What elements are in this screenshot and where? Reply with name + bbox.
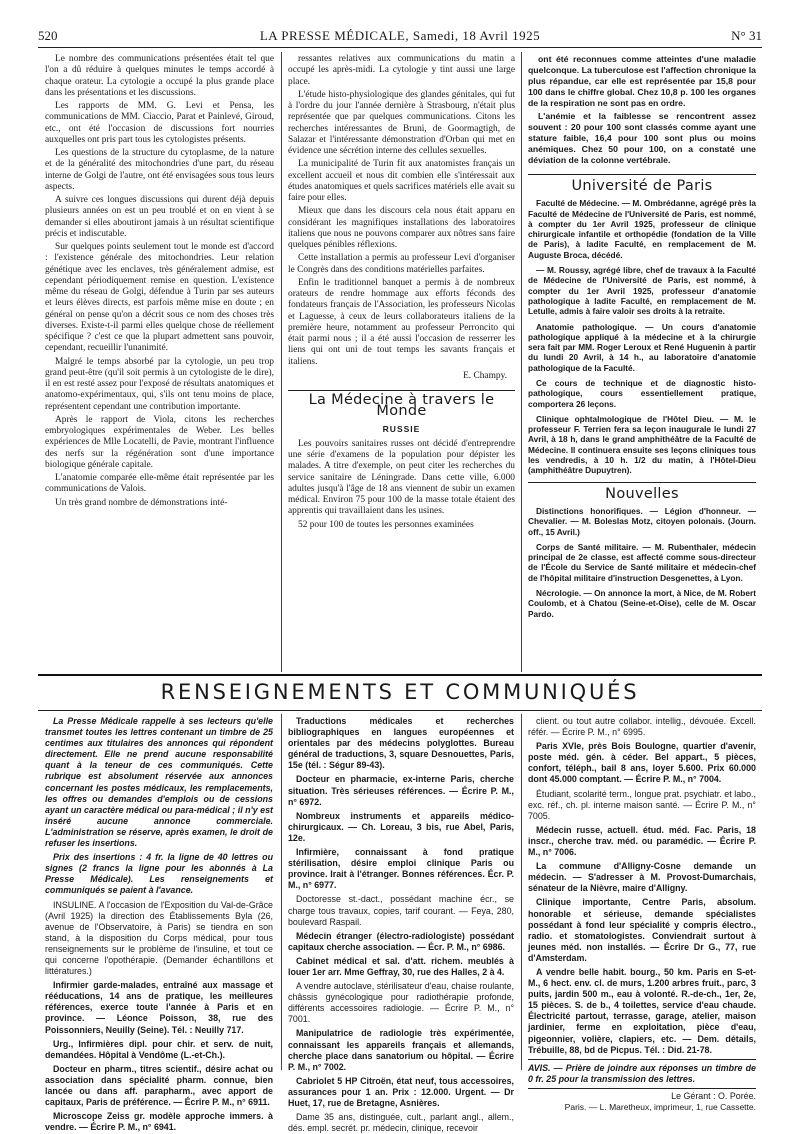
- column-divider: [281, 52, 282, 672]
- page-header: [38, 28, 762, 48]
- classified-ad: INSULINE. A l'occasion de l'Exposition du Val-de-Grâce (Avril 1925) la direction des Établissements Byla (26, avenue de l'Observatoire, à Paris) se tiendra en son stand, à la disposition du Corps médical, pour tous renseignements sur le problème de l'insuline, et tout ce qui concerne l'opothérapie. (Demander échantillons et littératures.): [45, 899, 273, 977]
- classified-ad: Clinique importante, Centre Paris, absolum. honorable et sérieuse, demande spécialistes possédant à fond leur spécialité y compris électro., radio. et stomatologistes. Conviendrait surtout à jeunes méd. non installés. — Écrire Dr G., 77, rue d'Amsterdam.: [528, 897, 756, 963]
- author-signature: E. Champy.: [463, 370, 507, 381]
- section-rule-thick: [38, 674, 762, 676]
- header-rule: [38, 47, 762, 48]
- paragraph: Après le rapport de Viola, citons les recherches embryologiques expérimentales de Weber. Les belles expériences de Mlle Locatelli, de Pavie, montrant l'influence des nerfs sur la régénération sont d'une importance biologique générale capitale.: [45, 414, 274, 470]
- paragraph: Les rapports de MM. G. Levi et Pensa, les communications de MM. Ciaccio, Parat et Painlevé, Giroud, etc., ont été l'occasion de discussions fort nourries auxquelles ont pris part tous les cytologistes présents.: [45, 101, 274, 145]
- classified-ad: Médecin étranger (électro-radiologiste) possédant capitaux cherche association. — Écr. P. M., n° 6986.: [288, 930, 514, 952]
- paragraph: Clinique ophtalmologique de l'Hôtel Dieu. — M. le professeur F. Terrien fera sa leçon inaugurale le lundi 27 Avril, à 18 h, dans le grand amphithéâtre de la Faculté de Médecine. Il continuera ensuite ses leçons cliniques tous les vendredis, à 10 h. 1/2 du matin, à l'Hôtel-Dieu (amphithéâtre Dupuytren).: [528, 413, 756, 476]
- renseignements-title: RENSEIGNEMENTS ET COMMUNIQUÉS: [160, 680, 640, 704]
- classified-ad: Médecin russe, actuell. étud. méd. Fac. Paris, 18 inscr., cherche trav. méd. ou paramédic. — Écrire P. M., n° 7006.: [528, 824, 756, 858]
- paragraph: Un très grand nombre de démonstrations inté-: [55, 497, 228, 508]
- classified-ad: Docteur en pharm., titres scientif., désire achat ou association dans spécialité pharm. connue, bien lancée ou dans aff. parapharm., avec apport de capitaux, Paris de préférence. — Écrire P. M., n° 6911.: [45, 1063, 273, 1108]
- paragraph: Cette installation a permis au professeur Levi d'organiser le Congrès dans des conditions matérielles parfaites.: [288, 253, 515, 275]
- journal-title: LA PRESSE MÉDICALE, Samedi, 18 Avril 1925: [259, 28, 541, 43]
- article-column-2: [288, 54, 515, 669]
- classified-ad: Cabriolet 5 HP Citroën, état neuf, tous accessoires, assurances pour 1 an. Prix : 12.000. Urgent. — Dr Huet, 17, rue de Bretagne, Asnières.: [288, 1075, 514, 1108]
- paragraph: Anatomie pathologique. — Un cours d'anatomie pathologique appliqué à la médecine et à la chirurgie sera fait par MM. Roger Leroux et René Huguenin à partir du lundi 20 Avril, à 14 h., au laboratoire d'anatomie pathologique de la Faculté.: [528, 321, 756, 373]
- paragraph: — M. Roussy, agrégé libre, chef de travaux à la Faculté de Médecine de l'Université de Paris, est nommé, à compter du 1er Avril 1925, professeur d'anatomie pathologique à ladite Faculté, en remplacement de M. Letulle, admis à faire valoir ses droits à la retraite.: [528, 265, 756, 317]
- paragraph: Faculté de Médecine. — M. Ombrédanne, agrégé près la Faculté de Médecine de l'Université de Paris, est nommé, à compter du 1er Avril 1925, professeur de clinique chirurgicale infantile et orthopédie (fondation de la Ville de Paris), à ladite Faculté, en remplacement de M. Auguste Broca, décédé.: [528, 198, 756, 260]
- article-column-3: [528, 54, 756, 669]
- classified-ad: Nombreux instruments et appareils médico-chirurgicaux. — Ch. Loreau, 3 bis, rue Abel, Paris, 12e.: [288, 810, 514, 843]
- notice-paragraph: La Presse Médicale rappelle à ses lecteurs qu'elle transmet toutes les lettres contenant un timbre de 25 centimes aux titulaires des annonces qui répondent directement. Elle ne prend aucune responsabilité quant à la teneur de ces communiqués. Cette rubrique est absolument réservée aux annonces concernant les postes médicaux, les remplacements, les offres ou demandes d'emplois ou de cessions ayant un caractère médical ou para-médical ; il n'y est inséré aucune annonce commerciale. L'administration se réserve, après examen, le droit de refuser les insertions.: [45, 716, 273, 849]
- paragraph: Le nombre des communications présentées était tel que l'on a dû réduire à quelques minutes le temps accordé à chaque orateur. La cytologie a occupé la plus grande place dans les présentations et les discussions.: [45, 54, 274, 98]
- column-divider: [521, 52, 522, 672]
- section-rule: [38, 710, 762, 711]
- university-title: Université de Paris: [571, 178, 713, 194]
- classified-ad: Paris XVIe, près Bois Boulogne, quartier d'avenir, poste méd. gén. à céder. Bel appart., 5 pièces, confort, téléph., bail 8 ans, loyer 5.600. Prix 60.000 dont 45.000 comptant. — Écrire P. M., n° 7004.: [528, 741, 756, 785]
- classified-ad: Doctoresse st.-dact., possédant machine écr., se charge tous travaux, copies, tarif courant. — Feya, 280, boulevard Raspail.: [288, 894, 514, 927]
- section-rule: [528, 482, 756, 483]
- paragraph: L'étude histo-physiologique des glandes génitales, qui fut à l'ordre du jour l'année dernière à Strasbourg, n'était plus représentée que par quelques communications. Citons les recherches intéressantes de Bruni, de Goormagtigh, de Salazar et l'intéressante démonstration d'Orban qui met en évidence une sécrétion interne des cellules sexuelles.: [288, 89, 515, 156]
- classified-ad: A vendre autoclave, stérilisateur d'eau, chaise roulante, châssis gynécologique pour radiothérapie profonde, différents accessoires radiologie. — Écrire P. M., n° 7001.: [288, 981, 514, 1025]
- classified-ad: Infirmier garde-malades, entraîné aux massage et rééducations, 14 ans de pratique, les meilleures références, exerce toute l'année à Paris et en province. — Léonce Poisson, 38, rue des Poissonniers, Neuilly (Seine). Tél. : Neuilly 717.: [45, 980, 273, 1035]
- classified-ad: Étudiant, scolarité term., longue prat. psychiatr. et labo., exc. réf., ch. pl. interne maison santé. — Écrire P. M., n° 7005.: [528, 788, 756, 821]
- classified-ad: Infirmière, connaissant à fond pratique stérilisation, désire emploi clinique Paris ou province. Irait à l'étranger. Bonnes références. Écr. P. M., n° 6977.: [288, 847, 514, 891]
- classified-ad: Urg., Infirmières dipl. pour chir. et serv. de nuit, demandées. Hôpital à Vendôme (L.-et-Ch.).: [45, 1038, 273, 1060]
- paragraph: Les questions de la structure du cytoplasme, de la nature et de la généralité des mitochondries d'une part, du réseau interne de Golgi de l'autre, ont été envisagées sous tous leurs aspects.: [45, 148, 274, 192]
- paragraph: A suivre ces longues discussions qui durent déjà depuis plusieurs années on est un peu troublé et on en vient à se demander si elles aboutiront jamais à un résultat scientifique précis et indiscutable.: [45, 195, 274, 239]
- classified-ad: Microscope Zeiss gr. modèle approche immers. à vendre. — Écrire P. M., n° 6941.: [45, 1111, 273, 1133]
- classified-ad: Dame 35 ans, distinguée, cult., parlant angl., allem., dés. empl. secrét. pr. médecin, clinique, recevoir: [288, 1112, 514, 1134]
- column-divider: [521, 714, 522, 1070]
- news-items: [528, 506, 756, 619]
- paragraph: Les pouvoirs sanitaires russes ont décidé d'entreprendre une série d'examens de la population pour dépister les malades. A titre d'exemple, on peut citer les recherches du service sanitaire de Léningrade. Dans cette ville, 6.000 adultes jusqu'à l'âge de 18 ans viennent de subir un examen médical. Environ 75 pour 100 de la masse totale étaient des apprentis qui travaillaient dans les usines.: [288, 438, 515, 517]
- gerant-line: Le Gérant : O. Porée.: [671, 1090, 756, 1101]
- paragraph: Malgré le temps absorbé par la cytologie, un peu trop grand peut-être (qu'il soit permis à un cytologiste de le dire), il en est resté assez pour l'exposé de résultats anatomiques et anatomo-expérimentaux, qui, s'ils ont tenu moins de place, représentent cependant une contribution importante.: [45, 356, 274, 412]
- paragraph: Enfin le traditionnel banquet a permis à de nombreux orateurs de rendre hommage aux efforts féconds des fondateurs français de l'Association, les professeurs Nicolas et Laguesse, à ceux de leurs collaborateurs italiens de la première heure, notamment au professeur Perroncito qui était parmi nous ; il a été aussi l'occasion de resserrer les liens qui ont uni de tout temps les savants français et italiens.: [288, 277, 515, 367]
- page-number: 520: [38, 28, 58, 43]
- column-divider: [281, 714, 282, 1070]
- avis-rule: [528, 1088, 756, 1089]
- classifieds-column-3: [528, 716, 756, 1112]
- paragraph: L'anatomie comparée elle-même était représentée par les communications de Valois.: [45, 473, 274, 495]
- classified-ad: Traductions médicales et recherches bibliographiques en langues européennes et orientales par des médecins polyglottes. Bureau général de traductions, 3, square Desnouettes, Paris, 15e (tél. : Ségur 89-43).: [288, 716, 514, 771]
- imprimeur-line: Paris. — L. Maretheux, imprimeur, 1, rue Cassette.: [564, 1102, 756, 1112]
- classifieds-column-1: [45, 716, 273, 1133]
- issue-number: N° 31: [731, 28, 762, 43]
- russie-continued: [528, 54, 756, 166]
- paragraph: 52 pour 100 de toutes les personnes examinées: [298, 519, 474, 530]
- avis-rule: [528, 1059, 756, 1060]
- avis-notice: AVIS. — Prière de joindre aux réponses un timbre de 0 fr. 25 pour la transmission des lettres.: [528, 1062, 756, 1084]
- news-title: Nouvelles: [605, 485, 679, 502]
- paragraph: Distinctions honorifiques. — Légion d'honneur. — Chevalier. — M. Boleslas Motz, citoyen polonais. (Journ. off., 15 Avril.): [528, 505, 756, 537]
- paragraph: ont été reconnues comme atteintes d'une maladie quelconque. La tuberculose est l'affection chronique la plus répandue, car elle est représentée par 15,8 pour 100 dans le chiffre global. Chez 10,8 p. 100 les organes de la respiration ne sont pas en ordre.: [528, 54, 756, 108]
- paragraph: Corps de Santé militaire. — M. Rubenthaler, médecin principal de 2e classe, est affecté comme sous-directeur de l'École du Service de Santé militaire et médecin-chef de l'hôpital militaire d'instruction Desgenettes, à Lyon.: [528, 541, 756, 583]
- section-rule: [528, 174, 756, 175]
- classified-ad: client. ou tout autre collabor. intellig., dévouée. Excell. référ. — Écrire P. M., n° 6995.: [528, 716, 756, 738]
- paragraph: La municipalité de Turin fit aux anatomistes français un excellent accueil et nous dit combien elle s'intéressait aux études anatomiques et quels sacrifices matériels elle avait su faire pour elles.: [288, 159, 515, 203]
- paragraph: Nécrologie. — On annonce la mort, à Nice, de M. Robert Coulomb, et à Chatou (Seine-et-Oise), celle de M. Oscar Pardo.: [528, 588, 756, 619]
- section-rule: [288, 390, 515, 391]
- university-news: [528, 198, 756, 475]
- paragraph: L'anémie et la faiblesse se rencontrent assez souvent : 20 pour 100 sont classés comme ayant une stature faible, 16,4 pour 100 sont plus ou moins anémiques. Chez 50 pour 100, on a constaté une déviation de la colonne vertébrale.: [528, 111, 756, 165]
- article-column-1: [45, 54, 274, 669]
- classified-ad: Manipulatrice de radiologie très expérimentée, connaissant les appareils français et allemands, cherche place dans sanatorium ou hôpital. — Écrire P. M., n° 7002.: [288, 1028, 514, 1072]
- classified-ad: Cabinet médical et sal. d'att. richem. meublés à louer 1er arr. Mme Geffray, 30, rue des Halles, 2 à 4.: [288, 955, 514, 977]
- classified-ad: Docteur en pharmacie, ex-interne Paris, cherche situation. Très sérieuses références. — Écrire P. M., n° 6972.: [288, 774, 514, 807]
- section-title: La Médecine à travers le Monde: [308, 392, 495, 420]
- paragraph: Sur quelques points seulement tout le monde est d'accord : l'existence générale des mitochondries. Leur relation génétique avec les enclaves, très généralement admise, est cependant périodiquement remise en question. L'existence même du réseau de Golgi, défendue à Turin par ses auteurs et leurs élèves directs, est parfois même mise en doute ; en général on pense qu'on a décrit sous ce nom des choses très diverses. Existe-t-il parmi elles quelque chose de réellement spécifique ? c'est ce que la plupart admettent sans pouvoir, cependant, recueillir l'unanimité.: [45, 242, 274, 354]
- paragraph: Ce cours de technique et de diagnostic histo-pathologique, cours essentiellement pratique, comportera 26 leçons.: [528, 378, 756, 409]
- notice-paragraph: Prix des insertions : 4 fr. la ligne de 40 lettres ou signes (2 francs la ligne pour les abonnés à La Presse Médicale). Les renseignements et communiqués se paient à l'avance.: [45, 852, 273, 896]
- paragraph: Mieux que dans les discours cela nous était apparu en considérant les magnifiques installations des laboratoires italiens que nous ne pouvons comparer aux nôtres sans faire quelques pénibles réflexions.: [288, 206, 515, 250]
- section-subhead: RUSSIE: [382, 423, 421, 434]
- classified-ad: La commune d'Alligny-Cosne demande un médecin. — S'adresser à M. Provost-Dumarchais, sénateur de la Nièvre, maire d'Alligny.: [528, 861, 756, 894]
- paragraph: ressantes relatives aux communications du matin a occupé les après-midi. La cytologie y tint aussi une large place.: [288, 54, 515, 87]
- classifieds-column-2: [288, 716, 514, 1134]
- classified-ad: A vendre belle habit. bourg., 50 km. Paris en S-et-M., 6 hect. env. cl. de murs, 1.200 arbres fruit., parc, 3 puits, jardin 500 m., eau à volonté. R.-de-ch., 1er, 2e, 15 pièces. S. de b., 4 toilettes, service d'eau chaude. Électricité partout, terrasse, garage, atelier, maison jardinier, ferme en exploitation, pièce d'eau, pigeonnier, volière, clapiers, etc. — Dem. détails, Trébuille, 88, bd de Picpus. Tél. : Did. 21-78.: [528, 966, 756, 1055]
